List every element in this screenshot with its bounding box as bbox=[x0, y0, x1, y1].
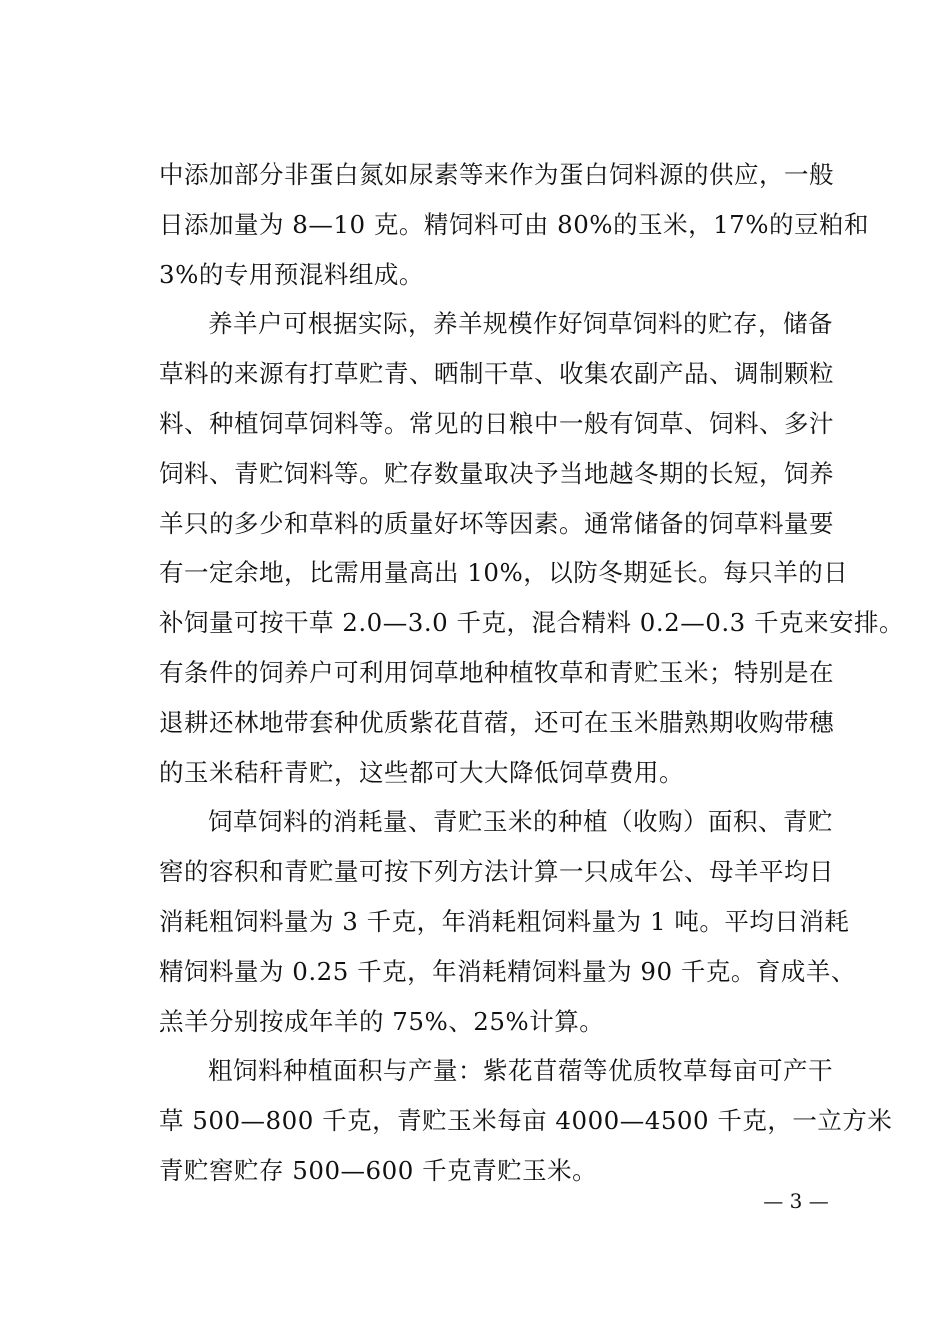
text-line: 补饲量可按干草 2.0—3.0 千克，混合精料 0.2—0.3 千克来安排。 bbox=[159, 608, 905, 638]
text-line: 日添加量为 8—10 克。精饲料可由 80%的玉米，17%的豆粕和 bbox=[159, 209, 870, 239]
text-line: 青贮窖贮存 500—600 千克青贮玉米。 bbox=[159, 1155, 598, 1185]
text-line: 有一定余地，比需用量高出 10%，以防冬期延长。每只羊的日 bbox=[159, 558, 849, 588]
paragraph-4 bbox=[159, 1046, 893, 1195]
paragraph-3 bbox=[159, 797, 859, 1046]
text-line: 养羊户可根据实际，养羊规模作好饲草饲料的贮存，储备 bbox=[208, 309, 833, 339]
text-line: 粗饲料种植面积与产量：紫花苜蓿等优质牧草每亩可产干 bbox=[208, 1056, 833, 1086]
text-line: 草料的来源有打草贮青、晒制干草、收集农副产品、调制颗粒 bbox=[159, 359, 834, 389]
text-line: 精饲料量为 0.25 千克，年消耗精饲料量为 90 千克。育成羊、 bbox=[159, 956, 856, 986]
text-line: 羊只的多少和草料的质量好坏等因素。通常储备的饲草料量要 bbox=[159, 508, 834, 538]
text-line: 退耕还林地带套种优质紫花苜蓿，还可在玉米腊熟期收购带穗 bbox=[159, 707, 834, 737]
text-line: 草 500—800 千克，青贮玉米每亩 4000—4500 千克，一立方米 bbox=[159, 1106, 893, 1136]
text-line: 窖的容积和青贮量可按下列方法计算一只成年公、母羊平均日 bbox=[159, 857, 834, 887]
text-line: 有条件的饲养户可利用饲草地种植牧草和青贮玉米；特别是在 bbox=[159, 657, 834, 687]
text-line: 消耗粗饲料量为 3 千克，年消耗粗饲料量为 1 吨。平均日消耗 bbox=[159, 906, 850, 936]
paragraph-1 bbox=[159, 150, 870, 299]
text-line: 的玉米秸秆青贮，这些都可大大降低饲草费用。 bbox=[159, 757, 684, 787]
document-body bbox=[159, 150, 905, 1196]
paragraph-2 bbox=[159, 299, 905, 797]
text-line: 中添加部分非蛋白氮如尿素等来作为蛋白饲料源的供应，一般 bbox=[159, 160, 834, 189]
text-line: 3%的专用预混料组成。 bbox=[159, 259, 424, 289]
text-line: 料、种植饲草饲料等。常见的日粮中一般有饲草、饲料、多汁 bbox=[159, 408, 834, 438]
text-line: 羔羊分别按成年羊的 75%、25%计算。 bbox=[159, 1006, 605, 1036]
text-line: 饲料、青贮饲料等。贮存数量取决予当地越冬期的长短，饲养 bbox=[159, 458, 834, 488]
page-number: — 3 — bbox=[763, 1189, 829, 1213]
text-line: 饲草饲料的消耗量、青贮玉米的种植（收购）面积、青贮 bbox=[208, 807, 833, 837]
